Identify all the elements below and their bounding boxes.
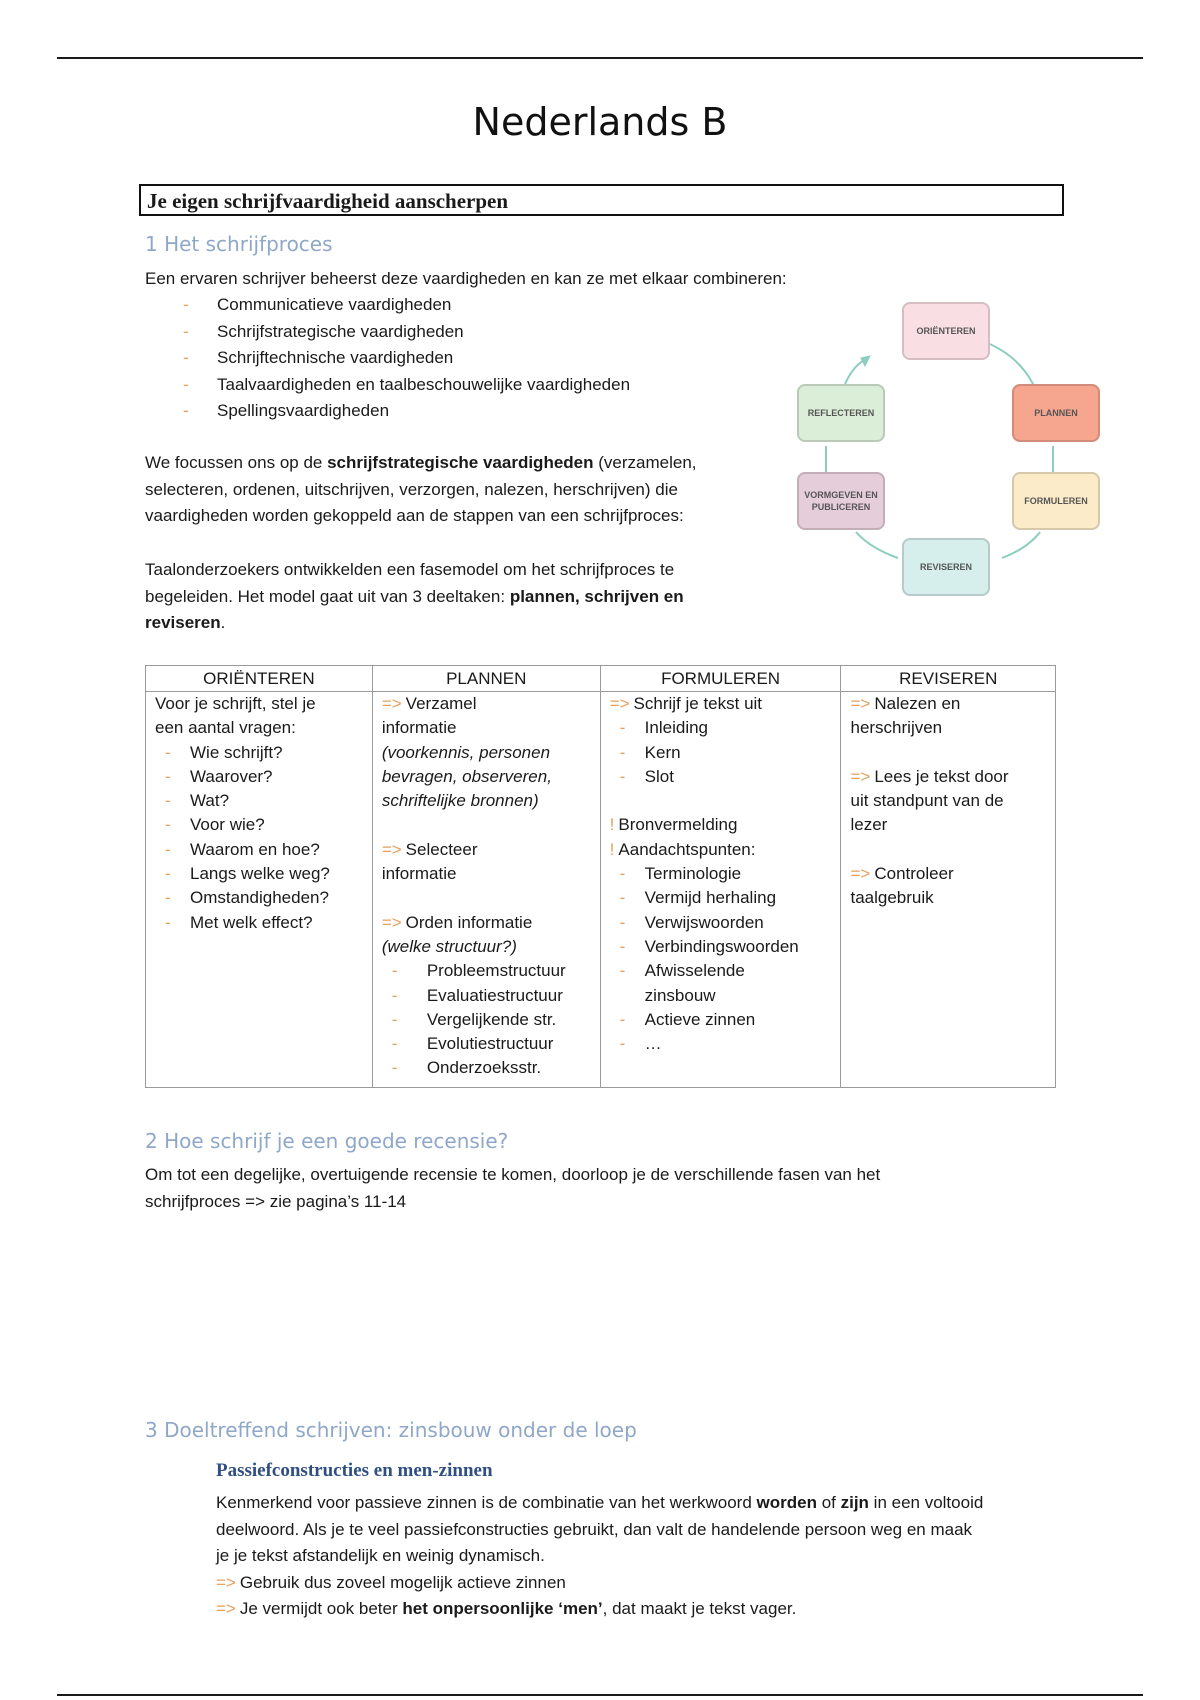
node-orienteren: ORIËNTEREN bbox=[902, 302, 990, 360]
list-item bbox=[610, 911, 833, 935]
dash-marker: - bbox=[391, 1034, 398, 1054]
list-item bbox=[382, 984, 592, 1008]
text-line: een aantal vragen: bbox=[155, 718, 296, 738]
italic-note: schriftelijke bronnen) bbox=[381, 791, 539, 811]
bold-text: reviseren bbox=[145, 613, 221, 632]
dash-marker: - bbox=[165, 864, 171, 884]
model-line-1: Taalonderzoekers ontwikkelden een fasemodel om het schrijfproces te bbox=[145, 560, 675, 579]
question-label: Langs welke weg? bbox=[190, 864, 330, 884]
model-paragraph bbox=[145, 557, 684, 637]
node-formuleren: FORMULEREN bbox=[1012, 472, 1100, 530]
dash-marker: - bbox=[619, 961, 626, 981]
text-line: deelwoord. Als je te veel passiefconstructies gebruikt, dan valt de handelende persoon weg en maak bbox=[216, 1519, 973, 1539]
list-item bbox=[155, 862, 364, 886]
spacer bbox=[382, 813, 592, 837]
text-line: herschrijven bbox=[850, 718, 943, 738]
dash-marker: - bbox=[165, 839, 171, 859]
dash-marker: - bbox=[165, 815, 171, 835]
text-run: Orden informatie bbox=[405, 912, 533, 932]
node-plannen: PLANNEN bbox=[1012, 384, 1100, 442]
text-line bbox=[382, 911, 592, 935]
header-formuleren: FORMULEREN bbox=[600, 666, 841, 692]
list-item bbox=[155, 886, 364, 910]
text-line bbox=[610, 692, 833, 716]
list-item bbox=[183, 398, 630, 425]
bottom-rule bbox=[57, 1694, 1143, 1696]
dash-marker: - bbox=[183, 295, 189, 314]
list-item bbox=[382, 1056, 592, 1080]
text-line: informatie bbox=[381, 864, 457, 884]
text-line bbox=[610, 838, 833, 862]
list-item bbox=[610, 959, 833, 1008]
model-line-2 bbox=[145, 584, 684, 611]
section-2-title: 2 Hoe schrijf je een goede recensie? bbox=[145, 1129, 509, 1153]
tip-line bbox=[216, 1596, 1096, 1623]
section-1-title: 1 Het schrijfproces bbox=[145, 232, 333, 256]
text-run: We focussen ons op de bbox=[145, 453, 328, 472]
arrow-marker: => bbox=[381, 839, 402, 859]
text-run: Schrijf je tekst uit bbox=[633, 694, 763, 713]
point-label: Verwijswoorden bbox=[644, 912, 764, 932]
part-label: Inleiding bbox=[644, 718, 708, 738]
structure-label: Probleemstructuur bbox=[426, 961, 566, 981]
dash-marker: - bbox=[619, 1034, 626, 1054]
text-line bbox=[216, 1490, 1096, 1517]
list-item bbox=[183, 372, 630, 399]
arrow-marker: => bbox=[850, 864, 871, 884]
tip-line bbox=[216, 1570, 1096, 1597]
dash-marker: - bbox=[183, 401, 189, 420]
list-item bbox=[155, 765, 364, 789]
arrow-marker: => bbox=[381, 694, 402, 713]
structure-label: Onderzoeksstr. bbox=[426, 1058, 542, 1078]
exclamation-marker: ! bbox=[609, 839, 615, 859]
connector-line bbox=[985, 342, 1035, 388]
list-item bbox=[183, 319, 630, 346]
arrow-marker: => bbox=[216, 1599, 236, 1618]
dash-marker: - bbox=[165, 791, 171, 811]
boxed-heading: Je eigen schrijfvaardigheid aanscherpen bbox=[139, 184, 1064, 216]
text-line: uit standpunt van de bbox=[850, 791, 1004, 811]
text-run: in een voltooid bbox=[868, 1493, 984, 1512]
text-line bbox=[382, 692, 592, 716]
dash-marker: - bbox=[183, 321, 189, 341]
dash-marker: - bbox=[619, 742, 626, 762]
question-label: Voor wie? bbox=[190, 815, 265, 835]
cell-formuleren bbox=[600, 692, 841, 1088]
node-reflecteren: REFLECTEREN bbox=[797, 384, 885, 442]
spacer bbox=[382, 886, 592, 910]
focus-line-3: vaardigheden worden gekoppeld aan de stappen van een schrijfproces: bbox=[145, 506, 684, 525]
text-line: informatie bbox=[381, 718, 457, 738]
dash-marker: - bbox=[183, 348, 189, 367]
dash-marker: - bbox=[391, 1058, 398, 1078]
point-label: Actieve zinnen bbox=[644, 1009, 756, 1029]
question-label: Wat? bbox=[190, 791, 230, 811]
list-item bbox=[155, 789, 364, 813]
table-row bbox=[146, 692, 1056, 1088]
bold-text: zijn bbox=[840, 1493, 869, 1512]
writing-cycle-diagram bbox=[790, 296, 1110, 606]
list-item bbox=[382, 959, 592, 983]
point-label: Vermijd herhaling bbox=[644, 888, 777, 908]
dash-marker: - bbox=[619, 766, 626, 786]
cell-reviseren bbox=[841, 692, 1056, 1088]
arrow-marker: => bbox=[850, 766, 871, 786]
text-line: Om tot een degelijke, overtuigende recensie te komen, doorloop je de verschillende fasen van het bbox=[145, 1165, 881, 1184]
list-item bbox=[610, 765, 833, 789]
focus-line-2: selecteren, ordenen, uitschrijven, verzorgen, nalezen, herschrijven) die bbox=[145, 479, 678, 499]
text-run: Kenmerkend voor passieve zinnen is de combinatie van het werkwoord bbox=[216, 1493, 757, 1512]
dash-marker: - bbox=[619, 912, 626, 932]
text-run: Lees je tekst door bbox=[874, 766, 1009, 786]
parts-list bbox=[610, 716, 833, 789]
list-item bbox=[155, 813, 364, 837]
model-line-3 bbox=[145, 610, 684, 637]
header-plannen: PLANNEN bbox=[372, 666, 600, 692]
skills-list bbox=[183, 292, 630, 425]
question-label: Wie schrijft? bbox=[190, 742, 283, 762]
structure-label: Evaluatiestructuur bbox=[426, 985, 563, 1005]
cell-orienteren bbox=[146, 692, 373, 1088]
text-line bbox=[850, 765, 1047, 789]
dash-marker: - bbox=[391, 961, 398, 981]
text-line bbox=[610, 813, 833, 837]
bold-text: worden bbox=[756, 1493, 817, 1512]
text-run: (verzamelen, bbox=[593, 453, 697, 472]
list-item bbox=[610, 935, 833, 959]
italic-note: (welke structuur?) bbox=[381, 936, 517, 956]
page-title: Nederlands B bbox=[472, 100, 728, 144]
cell-plannen bbox=[372, 692, 600, 1088]
dash-marker: - bbox=[165, 766, 171, 786]
connector-line bbox=[1002, 532, 1040, 558]
arrow-marker: => bbox=[609, 694, 630, 713]
point-label: zinsbouw bbox=[644, 985, 716, 1005]
questions-list bbox=[155, 741, 364, 935]
list-item bbox=[183, 292, 630, 319]
skill-label: Schrijfstrategische vaardigheden bbox=[217, 321, 464, 341]
text-run: Selecteer bbox=[405, 839, 478, 859]
italic-note: (voorkennis, personen bbox=[381, 742, 551, 762]
section-3-paragraph bbox=[216, 1490, 1096, 1623]
text-line: Voor je schrijft, stel je bbox=[155, 694, 316, 713]
text-run: of bbox=[816, 1493, 841, 1512]
skill-label: Schrijftechnische vaardigheden bbox=[217, 348, 454, 367]
node-reviseren: REVISEREN bbox=[902, 538, 990, 596]
italic-note: bevragen, observeren, bbox=[381, 766, 552, 786]
top-rule bbox=[57, 57, 1143, 59]
text-run: , dat maakt je tekst vager. bbox=[602, 1599, 797, 1618]
node-vormgeven: VORMGEVEN EN PUBLICEREN bbox=[797, 472, 885, 530]
point-label: … bbox=[644, 1034, 662, 1054]
list-item bbox=[610, 862, 833, 886]
dash-marker: - bbox=[165, 912, 171, 932]
dash-marker: - bbox=[391, 1009, 398, 1029]
bold-text: het onpersoonlijke ‘men’ bbox=[402, 1599, 603, 1618]
dash-marker: - bbox=[165, 888, 171, 908]
dash-marker: - bbox=[183, 374, 189, 394]
focus-line-1 bbox=[145, 450, 697, 477]
points-list bbox=[610, 862, 833, 1056]
arrow-head-icon bbox=[861, 356, 870, 366]
list-item bbox=[610, 1032, 833, 1056]
text-run: Bronvermelding bbox=[618, 815, 738, 835]
bold-text: schrijfstrategische vaardigheden bbox=[327, 453, 594, 472]
text-line bbox=[382, 838, 592, 862]
list-item bbox=[610, 1008, 833, 1032]
point-label: Terminologie bbox=[644, 864, 742, 884]
question-label: Met welk effect? bbox=[190, 912, 313, 932]
arrow-marker: => bbox=[381, 912, 402, 932]
text-run: Aandachtspunten: bbox=[618, 839, 756, 859]
bold-text: plannen, schrijven en bbox=[509, 586, 684, 606]
structure-label: Vergelijkende str. bbox=[426, 1009, 557, 1029]
structures-list bbox=[382, 959, 592, 1080]
list-item bbox=[155, 741, 364, 765]
list-item bbox=[610, 716, 833, 740]
list-item bbox=[382, 1008, 592, 1032]
table-header-row bbox=[146, 666, 1056, 692]
text-line bbox=[850, 692, 1047, 716]
dash-marker: - bbox=[619, 718, 626, 738]
spacer bbox=[610, 789, 833, 813]
arrow-marker: => bbox=[850, 694, 871, 713]
text-run: . bbox=[220, 613, 226, 632]
spacer bbox=[850, 741, 1047, 765]
text-run: begeleiden. Het model gaat uit van 3 deeltaken: bbox=[145, 586, 510, 606]
text-run: Controleer bbox=[874, 864, 954, 884]
list-item bbox=[183, 345, 630, 372]
part-label: Kern bbox=[644, 742, 681, 762]
text-line: je je tekst afstandelijk en weinig dynamisch. bbox=[216, 1546, 545, 1565]
text-run: Verzamel bbox=[405, 694, 477, 713]
header-reviseren: REVISEREN bbox=[841, 666, 1056, 692]
section-2-paragraph bbox=[145, 1162, 880, 1215]
list-item bbox=[610, 886, 833, 910]
dash-marker: - bbox=[619, 864, 626, 884]
list-item bbox=[610, 741, 833, 765]
text-line: schrijfproces => zie pagina’s 11-14 bbox=[145, 1191, 407, 1211]
dash-marker: - bbox=[619, 888, 626, 908]
focus-paragraph bbox=[145, 450, 697, 530]
list-item bbox=[382, 1032, 592, 1056]
text-line: lezer bbox=[850, 815, 888, 835]
exclamation-marker: ! bbox=[609, 815, 615, 835]
text-run: Je vermijdt ook beter bbox=[239, 1599, 403, 1618]
phases-table bbox=[145, 665, 1056, 1088]
text-line: taalgebruik bbox=[850, 888, 934, 908]
dash-marker: - bbox=[165, 742, 171, 762]
section-3-subheading: Passiefconstructies en men-zinnen bbox=[216, 1460, 493, 1481]
structure-label: Evolutiestructuur bbox=[426, 1034, 554, 1054]
spacer bbox=[850, 838, 1047, 862]
dash-marker: - bbox=[391, 985, 398, 1005]
connector-line bbox=[856, 532, 898, 558]
section-3-title: 3 Doeltreffend schrijven: zinsbouw onder de loep bbox=[145, 1418, 637, 1442]
skill-label: Taalvaardigheden en taalbeschouwelijke vaardigheden bbox=[217, 374, 631, 394]
question-label: Omstandigheden? bbox=[190, 888, 329, 908]
point-label: Afwisselende bbox=[644, 961, 745, 981]
text-run: Nalezen en bbox=[874, 694, 961, 713]
arrow-marker: => bbox=[216, 1572, 236, 1592]
question-label: Waarover? bbox=[190, 766, 273, 786]
question-label: Waarom en hoe? bbox=[190, 839, 320, 859]
point-label: Verbindingswoorden bbox=[644, 936, 799, 956]
part-label: Slot bbox=[644, 766, 674, 786]
skill-label: Spellingsvaardigheden bbox=[217, 401, 390, 420]
section-1-intro: Een ervaren schrijver beheerst deze vaardigheden en kan ze met elkaar combineren: bbox=[145, 269, 787, 288]
skill-label: Communicatieve vaardigheden bbox=[217, 295, 452, 314]
list-item bbox=[155, 911, 364, 935]
text-line bbox=[850, 862, 1047, 886]
dash-marker: - bbox=[619, 936, 626, 956]
text-run: Gebruik dus zoveel mogelijk actieve zinnen bbox=[239, 1572, 566, 1592]
header-orienteren: ORIËNTEREN bbox=[146, 666, 373, 692]
list-item bbox=[155, 838, 364, 862]
dash-marker: - bbox=[619, 1009, 626, 1029]
